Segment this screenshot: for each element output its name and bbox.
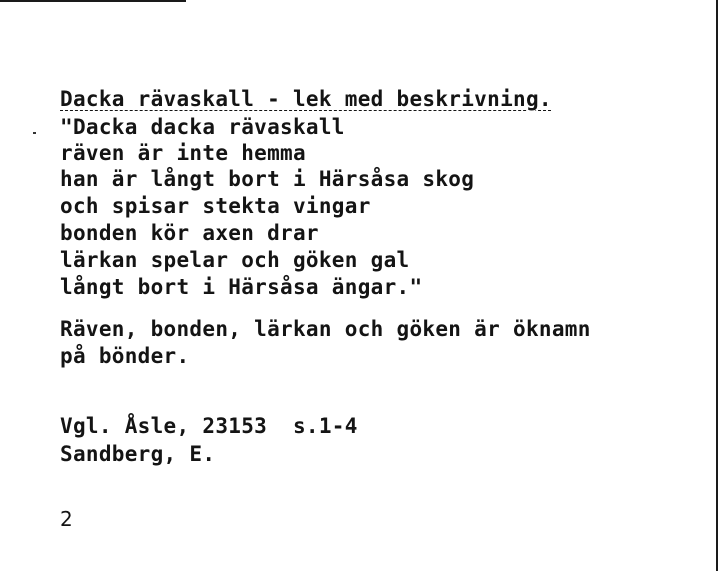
card-top-edge <box>0 0 186 2</box>
verse-line-1: "Dacka dacka rävaskall <box>60 115 345 139</box>
verse-line-5: bonden kör axen drar <box>60 221 319 245</box>
collector-name: Sandberg, E. <box>60 442 216 466</box>
archive-reference: Vgl. Åsle, 23153 s.1-4 <box>60 414 358 438</box>
verse-line-2: räven är inte hemma <box>60 141 306 165</box>
note-line-2: på bönder. <box>60 344 190 368</box>
card-title: Dacka rävaskall - lek med beskrivning. <box>60 87 552 111</box>
page-number: 2 <box>60 507 73 531</box>
speck <box>33 132 36 134</box>
verse-line-4: och spisar stekta vingar <box>60 194 371 218</box>
note-line-1: Räven, bonden, lärkan och göken är öknamn <box>60 317 591 341</box>
verse-line-3: han är långt bort i Härsåsa skog <box>60 167 475 191</box>
verse-line-7: långt bort i Härsåsa ängar." <box>60 275 423 299</box>
verse-line-6: lärkan spelar och göken gal <box>60 248 410 272</box>
